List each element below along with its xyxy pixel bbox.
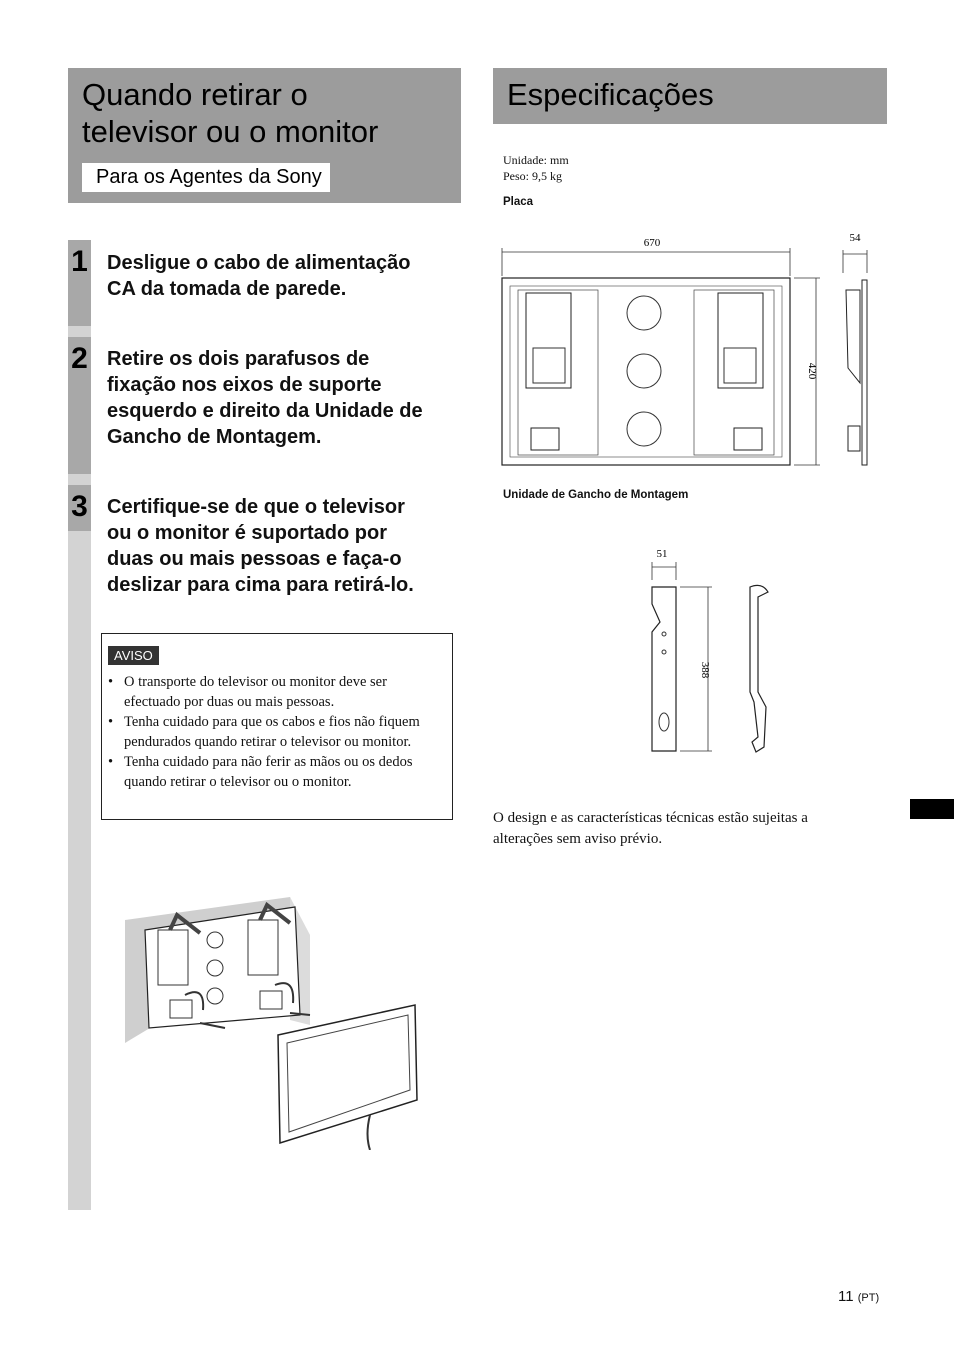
spec-unit: Unidade: mm — [503, 153, 569, 167]
step-2-text — [107, 346, 462, 450]
step-number-3 — [68, 485, 91, 531]
step-3-text — [107, 494, 462, 598]
removal-illustration — [125, 895, 435, 1150]
step-1-line: Desligue o cabo de alimentação — [107, 252, 411, 274]
warning-box — [101, 633, 453, 820]
step-2-line: Gancho de Montagem. — [107, 426, 322, 448]
warning-item: • Tenha cuidado para que os cabos e fios não fiquem pendurados quando retirar o televisor ou monitor. — [106, 712, 446, 752]
page-number — [838, 1288, 879, 1305]
step-3-line: ou o monitor é suportado por — [107, 522, 387, 544]
step-number-1 — [68, 240, 91, 326]
warning-item: • Tenha cuidado para não ferir as mãos ou os dedos quando retirar o televisor ou o monitor. — [106, 752, 446, 792]
warning-label: AVISO — [108, 646, 159, 665]
step-1-digit: 1 — [71, 245, 88, 278]
warning-list — [106, 672, 446, 792]
page-language: (PT) — [857, 1292, 880, 1304]
spec-notice: O design e as características técnicas estão sujeitas a alterações sem aviso prévio. — [493, 810, 808, 847]
page-number-value: 11 — [838, 1288, 854, 1305]
step-2-digit: 2 — [71, 342, 88, 375]
step-3-digit: 3 — [71, 490, 88, 523]
section-subtitle: Para os Agentes da Sony — [82, 163, 330, 192]
right-section-header — [493, 68, 887, 124]
language-tab-marker — [910, 799, 954, 819]
step-number-2 — [68, 337, 91, 474]
step-3-line: Certifique-se de que o televisor — [107, 496, 405, 518]
plate-drawing — [498, 228, 878, 473]
warning-item: • O transporte do televisor ou monitor deve ser efectuado por duas ou mais pessoas. — [106, 672, 446, 712]
hook-label: Unidade de Gancho de Montagem — [503, 489, 689, 501]
left-section-header — [68, 68, 461, 203]
step-2-line: Retire os dois parafusos de — [107, 348, 370, 370]
title-line-2: televisor ou o monitor — [82, 114, 379, 149]
step-1-line: CA da tomada de parede. — [107, 278, 347, 300]
plate-depth-label: 54 — [849, 232, 861, 244]
hook-drawing — [640, 542, 780, 757]
step-3-line: duas ou mais pessoas e faça-o — [107, 548, 402, 570]
spec-weight: Peso: 9,5 kg — [503, 169, 563, 183]
title-line-1: Quando retirar o — [82, 77, 308, 112]
section-title-specs: Especificações — [507, 77, 714, 112]
step-3-line: deslizar para cima para retirá-lo. — [107, 574, 414, 596]
plate-width-label: 670 — [643, 237, 661, 249]
step-2-line: fixação nos eixos de suporte — [107, 374, 382, 396]
hook-height-label: 388 — [699, 661, 711, 679]
step-1-text — [107, 250, 462, 302]
section-title-removal — [82, 76, 378, 150]
plate-height-label: 420 — [806, 362, 818, 380]
hook-width-label: 51 — [656, 548, 668, 560]
spec-unit-weight — [503, 152, 569, 184]
step-2-line: esquerdo e direito da Unidade de — [107, 400, 423, 422]
plate-label: Placa — [503, 196, 534, 208]
